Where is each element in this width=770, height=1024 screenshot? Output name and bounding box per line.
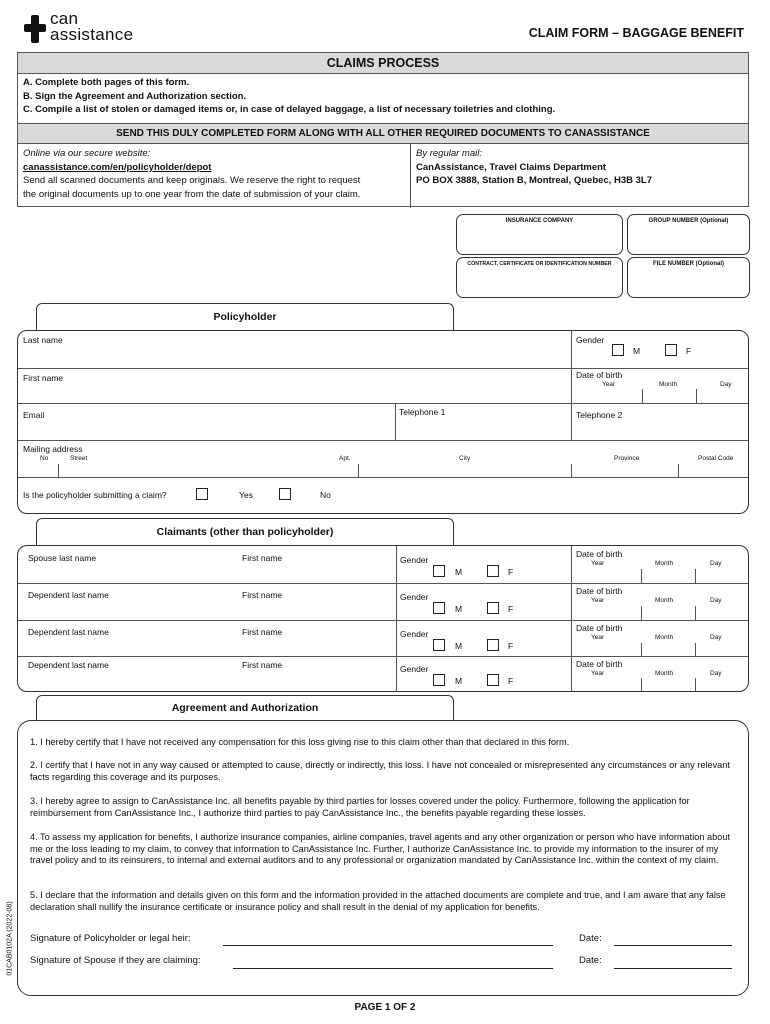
claims-process-box	[17, 52, 749, 207]
dependent-1-first-name-field[interactable]: First name	[242, 590, 283, 600]
gender-m-label: M	[633, 346, 641, 356]
dependent-3-gender-m-checkbox[interactable]	[433, 674, 445, 686]
spouse-signature-label: Signature of Spouse if they are claiming:	[30, 955, 201, 966]
dependent-1-gender-label: Gender	[400, 592, 429, 602]
dependent-1-last-name-field[interactable]: Dependent last name	[28, 590, 109, 600]
agreement-tab: Agreement and Authorization	[36, 695, 454, 721]
dependent-1-dob-label: Date of birth	[576, 586, 623, 596]
agreement-paragraph-4: 4. To assess my application for benefits, I authorize insurance companies, airline companies, travel agents and any other organization or person who have information about me or the loss leading to my claim, to convey that information to CanAssistance Inc. Further, I authorize CanAssistance Inc. to provide my information to the insurer of my travel policy and to its reinsurers, to internal and external auditors and to any professional or organization mandated by CanAssistance Inc. within the context of my claim.	[30, 832, 731, 865]
policyholder-signature-label: Signature of Policyholder or legal heir:	[30, 933, 191, 944]
step-c: C. Compile a list of stolen or damaged items or, in case of delayed baggage, a list of necessary toiletries and clothing.	[23, 104, 556, 115]
dependent-3-gender-label: Gender	[400, 664, 429, 674]
claims-process-title: CLAIMS PROCESS	[18, 53, 748, 74]
step-b: B. Sign the Agreement and Authorization section.	[23, 90, 247, 102]
spouse-date-label: Date:	[579, 955, 602, 966]
policyholder-tab: Policyholder	[36, 303, 454, 331]
contract-number-field[interactable]: CONTRACT, CERTIFICATE OR IDENTIFICATION NUMBER	[456, 257, 623, 298]
cross-icon	[24, 14, 46, 44]
dependent-2-dob-label: Date of birth	[576, 623, 623, 633]
telephone-1-field[interactable]: Telephone 1	[399, 407, 446, 417]
form-title: CLAIM FORM – BAGGAGE BENEFIT	[528, 26, 744, 40]
spouse-gender-label: Gender	[400, 555, 429, 565]
policyholder-panel: Last name Gender M F First name Date of birth Year Month Day Email Telephone 1 Telephone 2 Mailing address No Street Apt. City Province Postal Code Is the policyholder submitting a claim? Yes No	[17, 330, 749, 514]
dependent-2-first-name-field[interactable]: First name	[242, 627, 283, 637]
spouse-dob-label: Date of birth	[576, 549, 623, 559]
dependent-2-gender-m-checkbox[interactable]	[433, 639, 445, 651]
insurance-company-field[interactable]: INSURANCE COMPANY	[456, 214, 623, 255]
mail-line-1: CanAssistance, Travel Claims Department	[416, 161, 607, 173]
agreement-paragraph-2: 2. I certify that I have not in any way caused or attempted to cause, directly or indirectly, this loss. I have not concealed or misrepresented any circumstances or any relevant facts regarding this coverage and its purposes.	[30, 760, 730, 782]
group-number-field[interactable]: GROUP NUMBER (Optional)	[627, 214, 750, 255]
policyholder-date-line[interactable]	[614, 945, 732, 946]
dependent-1-gender-f-checkbox[interactable]	[487, 602, 499, 614]
gender-label: Gender	[576, 335, 605, 345]
dependent-1-gender-m-checkbox[interactable]	[433, 602, 445, 614]
dependent-3-last-name-field[interactable]: Dependent last name	[28, 660, 109, 670]
submitting-yes-label: Yes	[239, 490, 253, 500]
send-heading: SEND THIS DULY COMPLETED FORM ALONG WITH ALL OTHER REQUIRED DOCUMENTS TO CANASSISTANCE	[18, 123, 748, 144]
step-a: A. Complete both pages of this form.	[23, 77, 190, 88]
claimants-tab: Claimants (other than policyholder)	[36, 518, 454, 546]
online-url-link[interactable]: canassistance.com/en/policyholder/depot	[23, 161, 212, 173]
submitting-claim-question: Is the policyholder submitting a claim?	[23, 490, 167, 500]
logo-text-bottom: assistance	[50, 25, 134, 44]
agreement-paragraph-5: 5. I declare that the information and details given on this form and the information provided in the attached documents are complete and true, and I am aware that any false declaration shall nullify the insurance certificate or insurance policy and shall result in the denial of my application for benefits.	[30, 890, 726, 912]
first-name-field[interactable]: First name	[23, 373, 64, 383]
claimants-panel: Spouse last name First name Gender M F Date of birth Year Month Day Dependent last name First name Gender M F Date of birth Year Month Day Dependent last name First name Gender M F Date of birth Year Month Day Dependent last name First name Gender M F Date of birth Year Month Day	[17, 545, 749, 692]
online-label: Online via our secure website:	[23, 148, 151, 159]
dependent-2-last-name-field[interactable]: Dependent last name	[28, 627, 109, 637]
mail-line-2: PO BOX 3888, Station B, Montreal, Quebec, H3B 3L7	[416, 175, 652, 186]
dependent-3-dob-label: Date of birth	[576, 659, 623, 669]
policyholder-date-label: Date:	[579, 933, 602, 944]
online-note-2: the original documents up to one year from the date of submission of your claim.	[23, 188, 361, 200]
policyholder-signature-line[interactable]	[223, 945, 553, 946]
canassistance-logo	[24, 9, 164, 46]
gender-f-checkbox[interactable]	[665, 344, 677, 356]
spouse-gender-f-checkbox[interactable]	[487, 565, 499, 577]
gender-m-checkbox[interactable]	[612, 344, 624, 356]
online-note-1: Send all scanned documents and keep originals. We reserve the right to request	[23, 175, 361, 186]
spouse-date-line[interactable]	[614, 968, 732, 969]
submitting-no-checkbox[interactable]	[279, 488, 291, 500]
last-name-field[interactable]: Last name	[23, 335, 63, 345]
spouse-first-name-field[interactable]: First name	[242, 553, 283, 563]
dependent-2-gender-f-checkbox[interactable]	[487, 639, 499, 651]
form-code: 01CAB0102A (2022-08)	[6, 901, 14, 976]
logo-text-top: can	[50, 9, 79, 28]
spouse-signature-line[interactable]	[233, 968, 553, 969]
page-number: PAGE 1 OF 2	[354, 1002, 416, 1013]
file-number-field[interactable]: FILE NUMBER (Optional)	[627, 257, 750, 298]
gender-f-label: F	[686, 346, 692, 356]
mailing-address-label: Mailing address	[23, 444, 83, 454]
dependent-2-gender-label: Gender	[400, 629, 429, 639]
dependent-3-first-name-field[interactable]: First name	[242, 660, 283, 670]
mail-label: By regular mail:	[416, 148, 482, 159]
agreement-paragraph-1: 1. I hereby certify that I have not received any compensation for this loss giving rise to this claim other than that declared in this form.	[30, 737, 570, 747]
dependent-3-gender-f-checkbox[interactable]	[487, 674, 499, 686]
submitting-no-label: No	[320, 490, 331, 500]
spouse-gender-m-checkbox[interactable]	[433, 565, 445, 577]
spouse-last-name-field[interactable]: Spouse last name	[28, 553, 97, 563]
dob-label: Date of birth	[576, 370, 623, 380]
telephone-2-field[interactable]: Telephone 2	[576, 410, 623, 420]
submitting-yes-checkbox[interactable]	[196, 488, 208, 500]
agreement-paragraph-3: 3. I hereby agree to assign to CanAssistance Inc. all benefits payable by third parties for losses covered under the policy. Furthermore, following the application for reimbursement from CanAssistance Inc., I authorize third parties to pay CanAssistance Inc., the benefits payable regarding these losses.	[30, 796, 690, 818]
email-field[interactable]: Email	[23, 410, 45, 420]
